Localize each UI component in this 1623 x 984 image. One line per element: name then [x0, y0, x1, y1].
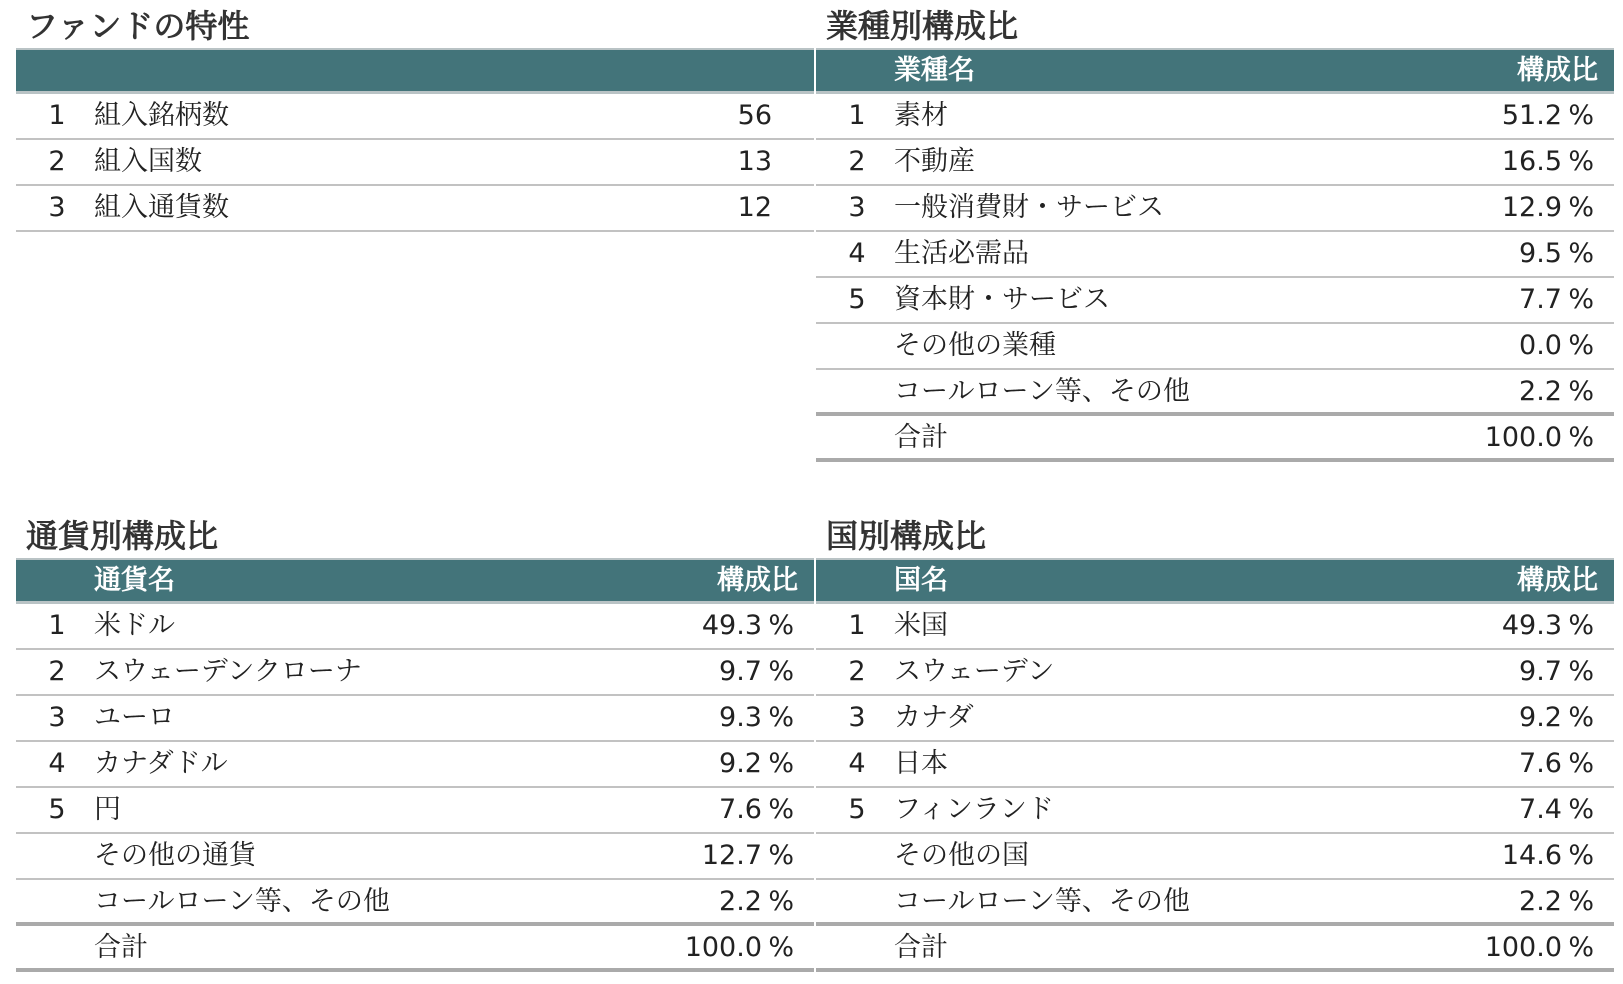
table-row [16, 742, 814, 788]
row-label: 素材 [894, 100, 948, 131]
table-row [16, 140, 814, 186]
row-unit: % [1568, 794, 1594, 825]
table-row [816, 650, 1614, 696]
row-unit: % [768, 610, 794, 641]
table-row [816, 186, 1614, 232]
row-label: 組入通貨数 [94, 192, 229, 223]
table-row [816, 834, 1614, 880]
row-rank: 1 [848, 610, 866, 641]
row-label: 不動産 [894, 146, 975, 177]
row-rank: 3 [48, 192, 66, 223]
table-row [816, 696, 1614, 742]
table-header [816, 48, 1614, 94]
row-value: 100.0 [1484, 932, 1562, 963]
row-value: 9.7 [1519, 656, 1562, 687]
row-rank: 3 [48, 702, 66, 733]
row-value: 100.0 [684, 932, 762, 963]
row-label: 円 [94, 794, 121, 825]
table-row [16, 880, 814, 926]
table-header [816, 558, 1614, 604]
row-unit: % [1568, 192, 1594, 223]
row-label: コールローン等、その他 [94, 886, 390, 917]
row-value: 7.6 [1519, 748, 1562, 779]
row-unit: % [1568, 656, 1594, 687]
country-composition-title: 国別構成比 [826, 517, 987, 555]
currency-composition-title: 通貨別構成比 [26, 517, 219, 555]
row-value: 51.2 [1501, 100, 1562, 131]
header-name: 業種名 [894, 55, 975, 86]
row-rank: 1 [48, 100, 66, 131]
row-label: 米国 [894, 610, 948, 641]
row-rank: 4 [848, 238, 866, 269]
row-label: フィンランド [894, 794, 1054, 825]
row-value: 9.3 [719, 702, 762, 733]
row-label: 米ドル [94, 610, 175, 641]
table-row [16, 788, 814, 834]
table-row [816, 278, 1614, 324]
total-row [16, 926, 814, 972]
row-rank: 5 [848, 794, 866, 825]
row-label: 生活必需品 [894, 238, 1029, 269]
row-unit: % [768, 748, 794, 779]
table-row [816, 232, 1614, 278]
row-rank: 4 [48, 748, 66, 779]
row-label: ユーロ [94, 702, 175, 733]
row-unit: % [768, 840, 794, 871]
row-value: 12 [737, 192, 772, 223]
row-unit: % [1568, 422, 1594, 453]
row-label: コールローン等、その他 [894, 886, 1190, 917]
row-value: 14.6 [1501, 840, 1562, 871]
row-label: 日本 [894, 748, 948, 779]
row-value: 9.2 [719, 748, 762, 779]
row-label: カナダドル [94, 748, 228, 779]
industry-composition-table [816, 48, 1614, 462]
row-value: 9.2 [1519, 702, 1562, 733]
row-label: 合計 [894, 422, 948, 453]
row-value: 12.9 [1501, 192, 1562, 223]
table-row [816, 604, 1614, 650]
header-value: 構成比 [717, 565, 798, 596]
row-value: 16.5 [1501, 146, 1562, 177]
row-label: 資本財・サービス [894, 284, 1110, 315]
table-row [16, 186, 814, 232]
row-label: 合計 [894, 932, 948, 963]
row-label: 一般消費財・サービス [894, 192, 1164, 223]
row-rank: 5 [848, 284, 866, 315]
header-value: 構成比 [1517, 565, 1598, 596]
table-row [816, 788, 1614, 834]
row-label: その他の国 [894, 840, 1029, 871]
row-label: その他の業種 [894, 330, 1056, 361]
row-value: 7.4 [1519, 794, 1562, 825]
table-row [816, 742, 1614, 788]
total-row [816, 416, 1614, 462]
header-value: 構成比 [1517, 55, 1598, 86]
fund-characteristics-table [16, 48, 814, 232]
row-rank: 3 [848, 702, 866, 733]
row-value: 100.0 [1484, 422, 1562, 453]
row-rank: 2 [848, 146, 866, 177]
row-rank: 2 [48, 656, 66, 687]
row-unit: % [1568, 100, 1594, 131]
row-unit: % [768, 932, 794, 963]
row-unit: % [1568, 330, 1594, 361]
row-unit: % [1568, 146, 1594, 177]
header-name: 通貨名 [94, 565, 175, 596]
row-unit: % [768, 702, 794, 733]
currency-composition-table [16, 558, 814, 972]
row-rank: 2 [48, 146, 66, 177]
row-label: その他の通貨 [94, 840, 256, 871]
row-value: 49.3 [701, 610, 762, 641]
row-label: 合計 [94, 932, 148, 963]
row-label: カナダ [894, 702, 974, 733]
row-unit: % [1568, 376, 1594, 407]
table-row [16, 94, 814, 140]
country-composition-table [816, 558, 1614, 972]
row-value: 2.2 [1519, 886, 1562, 917]
row-value: 13 [737, 146, 772, 177]
row-rank: 5 [48, 794, 66, 825]
row-label: コールローン等、その他 [894, 376, 1190, 407]
row-rank: 4 [848, 748, 866, 779]
row-value: 2.2 [1519, 376, 1562, 407]
row-value: 49.3 [1501, 610, 1562, 641]
row-unit: % [1568, 748, 1594, 779]
row-unit: % [1568, 932, 1594, 963]
row-unit: % [1568, 610, 1594, 641]
row-value: 0.0 [1519, 330, 1562, 361]
table-row [16, 650, 814, 696]
table-row [16, 834, 814, 880]
table-row [816, 140, 1614, 186]
row-value: 56 [737, 100, 772, 131]
row-value: 7.6 [719, 794, 762, 825]
industry-composition-title: 業種別構成比 [826, 7, 1019, 45]
row-rank: 3 [848, 192, 866, 223]
table-row [816, 324, 1614, 370]
table-row [816, 370, 1614, 416]
row-rank: 1 [848, 100, 866, 131]
row-label: スウェーデン [894, 656, 1055, 687]
row-rank: 2 [848, 656, 866, 687]
row-value: 12.7 [701, 840, 762, 871]
row-value: 2.2 [719, 886, 762, 917]
row-unit: % [1568, 284, 1594, 315]
row-unit: % [768, 656, 794, 687]
row-label: スウェーデンクローナ [94, 656, 362, 687]
table-row [16, 604, 814, 650]
row-unit: % [1568, 840, 1594, 871]
row-label: 組入国数 [94, 146, 202, 177]
row-unit: % [1568, 238, 1594, 269]
fund-characteristics-title: ファンドの特性 [26, 7, 250, 45]
row-value: 9.7 [719, 656, 762, 687]
table-row [816, 94, 1614, 140]
row-rank: 1 [48, 610, 66, 641]
row-unit: % [1568, 702, 1594, 733]
table-row [16, 696, 814, 742]
table-row [816, 880, 1614, 926]
row-unit: % [1568, 886, 1594, 917]
table-header [16, 48, 814, 94]
total-row [816, 926, 1614, 972]
row-unit: % [768, 794, 794, 825]
table-header [16, 558, 814, 604]
row-unit: % [768, 886, 794, 917]
row-value: 7.7 [1519, 284, 1562, 315]
row-label: 組入銘柄数 [94, 100, 229, 131]
header-name: 国名 [894, 565, 948, 596]
row-value: 9.5 [1519, 238, 1562, 269]
